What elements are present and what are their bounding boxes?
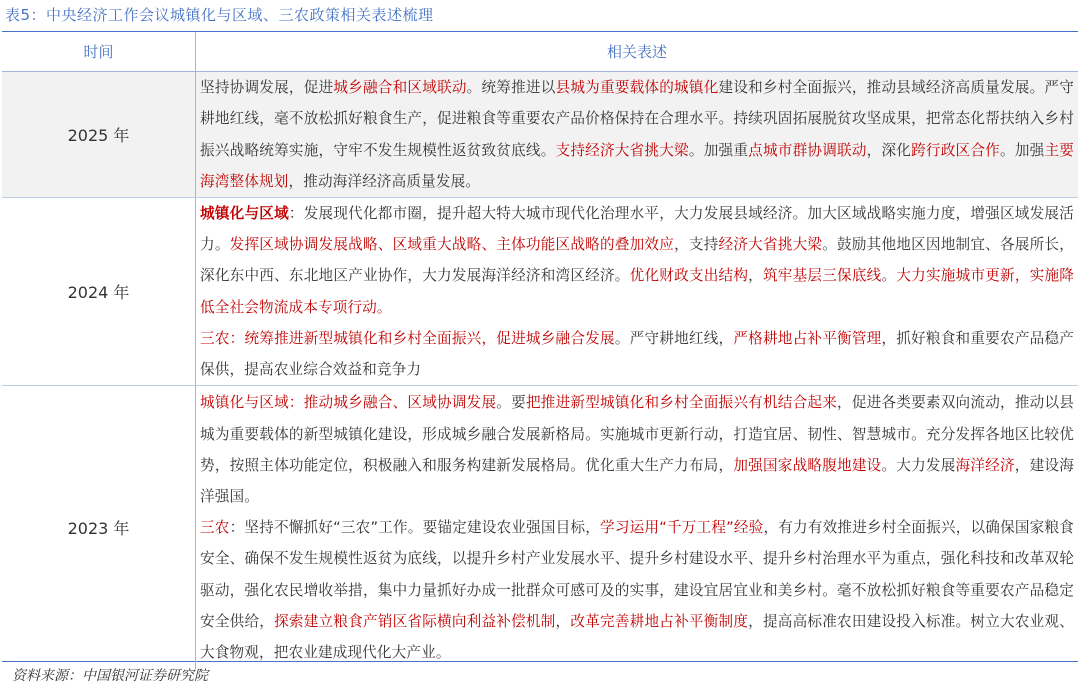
body-text: ，促进各类要素双向流动，推动以县城为重要载体的新型城镇化建设，形成城乡融合发展新格局。实施城市更新行动，打造宜居、韧性、智慧城市。充分发挥各地区比较优势，按照主体功能定位，积极融入和服务构建新发展格局。优化重大生产力布局， xyxy=(200,394,1075,474)
table-row-2024 xyxy=(2,198,1078,386)
highlighted-text: 筑牢基层三保底线 xyxy=(762,267,882,285)
row-content xyxy=(196,72,1079,198)
body-text: 。大力发展 xyxy=(881,456,956,474)
row-year: 2023 年 xyxy=(2,386,196,670)
body-text: 建设和乡村全面振兴，推动县域经济高质量发展。严守耕地红线，毫不放松抓好粮食生产，促进粮食等重要农产品价格保持在合理水平。持续巩固拓展脱贫攻坚成果，把常态化帮扶纳入乡村振兴战略统筹实施，守牢不发生规模性返贫致贫底线。 xyxy=(200,79,1074,159)
body-text: 。 xyxy=(881,267,897,285)
row-paragraph xyxy=(200,387,1074,512)
header-time: 时间 xyxy=(2,32,196,72)
row-year: 2025 年 xyxy=(2,72,196,198)
body-text: 。加强重 xyxy=(688,141,749,159)
body-text: 坚持协调发展，促进 xyxy=(200,79,334,97)
header-content: 相关表述 xyxy=(196,32,1079,72)
body-text: 。加强 xyxy=(1000,141,1045,159)
highlighted-text: 发挥区域协调发展战略、区域重大战略、主体功能区战略的叠加效应 xyxy=(229,236,675,254)
highlighted-text: 城乡融合和区域联动 xyxy=(333,79,467,97)
body-text: ， xyxy=(748,267,763,285)
source-note: 资料来源：中国银河证券研究院 xyxy=(12,668,208,684)
highlighted-text: 城镇化与区域 xyxy=(200,205,289,222)
body-text: ：发展现代化都市圈，提升超大特大城市现代化治理水平，大力发展县域经济。加大区域战略实施力度，增强区域发展活力。 xyxy=(200,205,1074,254)
row-content xyxy=(196,198,1079,386)
highlighted-text: 改革完善耕地占补平衡制度 xyxy=(570,612,749,630)
highlighted-text: 严格耕地占补平衡管理 xyxy=(733,329,882,347)
body-text: ，深化 xyxy=(866,141,912,159)
highlighted-text: 学习运用“千万工程”经验 xyxy=(600,519,764,537)
highlighted-text: 支持经济大省挑大梁 xyxy=(555,141,689,159)
body-text: 。鼓励其他地区因地制宜、各展所长，深化东中西、东北地区产业协作，大力发展海洋经济和湾区经济。 xyxy=(200,236,1074,285)
row-paragraph xyxy=(200,512,1074,668)
row-paragraph xyxy=(200,198,1074,323)
table-caption: 表5：中央经济工作会议城镇化与区域、三农政策相关表述梳理 xyxy=(5,6,434,24)
highlighted-text: 优化财政支出结构 xyxy=(629,267,749,285)
highlighted-text: 县城为重要载体的城镇化 xyxy=(555,79,719,97)
highlighted-text: 三农 xyxy=(200,519,230,537)
body-text: ，提高高标准农田建设投入标准。树立大农业观、大食物观，把农业建成现代化大产业。 xyxy=(200,612,1074,661)
row-paragraph xyxy=(200,323,1074,385)
row-content xyxy=(196,386,1079,670)
body-text: ，推动海洋经济高质量发展。 xyxy=(288,172,481,190)
row-year: 2024 年 xyxy=(2,198,196,386)
policy-table xyxy=(2,31,1078,662)
body-text: 。要 xyxy=(496,394,526,412)
highlighted-text: 跨行政区合作 xyxy=(911,141,1000,159)
highlighted-text: 加强国家战略腹地建设 xyxy=(733,456,882,474)
body-text: 。统筹推进以 xyxy=(466,79,556,97)
body-text: ， xyxy=(555,612,571,630)
body-text: ：坚持不懈抓好“三农”工作。要锚定建设农业强国目标， xyxy=(229,519,601,537)
highlighted-text: 把推进新型城镇化和乡村全面振兴有机结合起来 xyxy=(525,394,838,412)
highlighted-text: 三农：统筹推进新型城镇化和乡村全面振兴，促进城乡融合发展 xyxy=(200,329,615,347)
body-text: ，有力有效推进乡村全面振兴，以确保国家粮食安全、确保不发生规模性返贫为底线，以提升乡村产业发展水平、提升乡村建设水平、提升乡村治理水平为重点，强化科技和改革双轮驱动，强化农民增收举措，集中力量抓好办成一批群众可感可及的实事，建设宜居宜业和美乡村。毫不放松抓好粮食等重要农产品稳定安全供给， xyxy=(200,519,1074,630)
table-row-2023 xyxy=(2,386,1078,670)
body-text: ，支持 xyxy=(674,236,719,254)
highlighted-text: 经济大省挑大梁 xyxy=(718,236,823,254)
highlighted-text: 探索建立粮食产销区省际横向利益补偿机制 xyxy=(274,612,556,630)
body-text: ，建设海洋强国。 xyxy=(200,456,1074,505)
table-row-2025 xyxy=(2,72,1078,198)
highlighted-text: 城镇化与区域：推动城乡融合、区域协调发展 xyxy=(200,394,497,412)
body-text: ，抓好粮食和重要农产品稳产保供，提高农业综合效益和竞争力 xyxy=(200,329,1075,379)
highlighted-text: 点城市群协调联动 xyxy=(748,141,867,159)
highlighted-text: 主要海湾整体规划 xyxy=(200,141,1075,190)
row-paragraph xyxy=(200,72,1074,197)
body-text: 。严守耕地红线， xyxy=(614,329,734,347)
highlighted-text: 海洋经济 xyxy=(955,456,1015,474)
highlighted-text: 大力实施城市更新，实施降低全社会物流成本专项行动。 xyxy=(200,267,1075,316)
table-header-row xyxy=(2,32,1078,72)
